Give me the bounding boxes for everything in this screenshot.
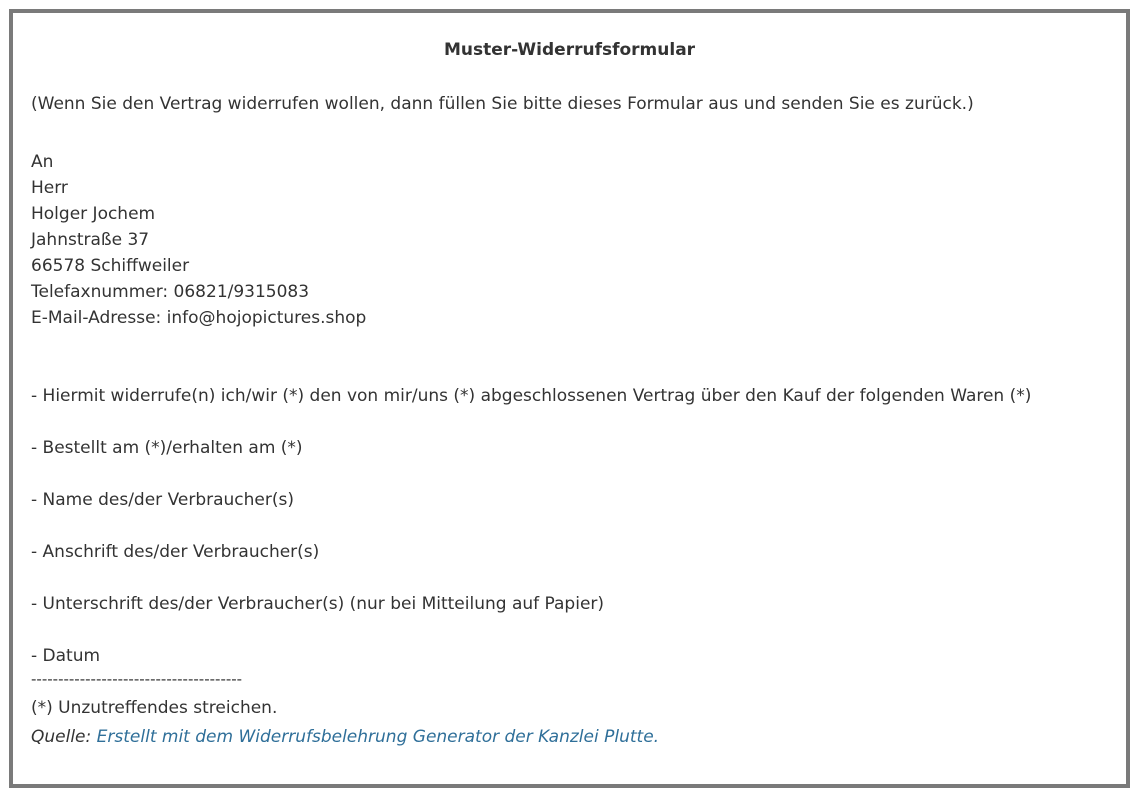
item-consumer-name: - Name des/der Verbraucher(s) [31, 490, 294, 510]
address-to: An [31, 152, 54, 172]
address-city: 66578 Schiffweiler [31, 256, 190, 276]
address-email: E-Mail-Adresse: info@hojopictures.shop [31, 308, 367, 328]
item-date: - Datum [31, 646, 101, 666]
address-fax: Telefaxnummer: 06821/9315083 [31, 282, 310, 302]
form-frame [9, 9, 1130, 788]
source-link[interactable]: Erstellt mit dem Widerrufsbelehrung Generator der Kanzlei Plutte. [96, 727, 660, 747]
address-name: Holger Jochem [31, 204, 156, 224]
item-ordered-received: - Bestellt am (*)/erhalten am (*) [31, 438, 303, 458]
source-line [31, 726, 659, 748]
intro-text: (Wenn Sie den Vertrag widerrufen wollen, dann füllen Sie bitte dieses Formular aus und senden Sie es zurück.) [31, 94, 974, 114]
item-revocation: - Hiermit widerrufe(n) ich/wir (*) den von mir/uns (*) abgeschlossenen Vertrag über den Kauf der folgenden Waren (*) [31, 386, 1032, 406]
item-consumer-signature: - Unterschrift des/der Verbraucher(s) (nur bei Mitteilung auf Papier) [31, 594, 605, 614]
footnote-text: (*) Unzutreffendes streichen. [31, 698, 278, 718]
address-salutation: Herr [31, 178, 68, 198]
divider-line: --------------------------------------- [31, 670, 243, 688]
form-title: Muster-Widerrufsformular [443, 40, 696, 60]
item-consumer-address: - Anschrift des/der Verbraucher(s) [31, 542, 320, 562]
source-label: Quelle: [31, 727, 97, 747]
address-street: Jahnstraße 37 [31, 230, 150, 250]
